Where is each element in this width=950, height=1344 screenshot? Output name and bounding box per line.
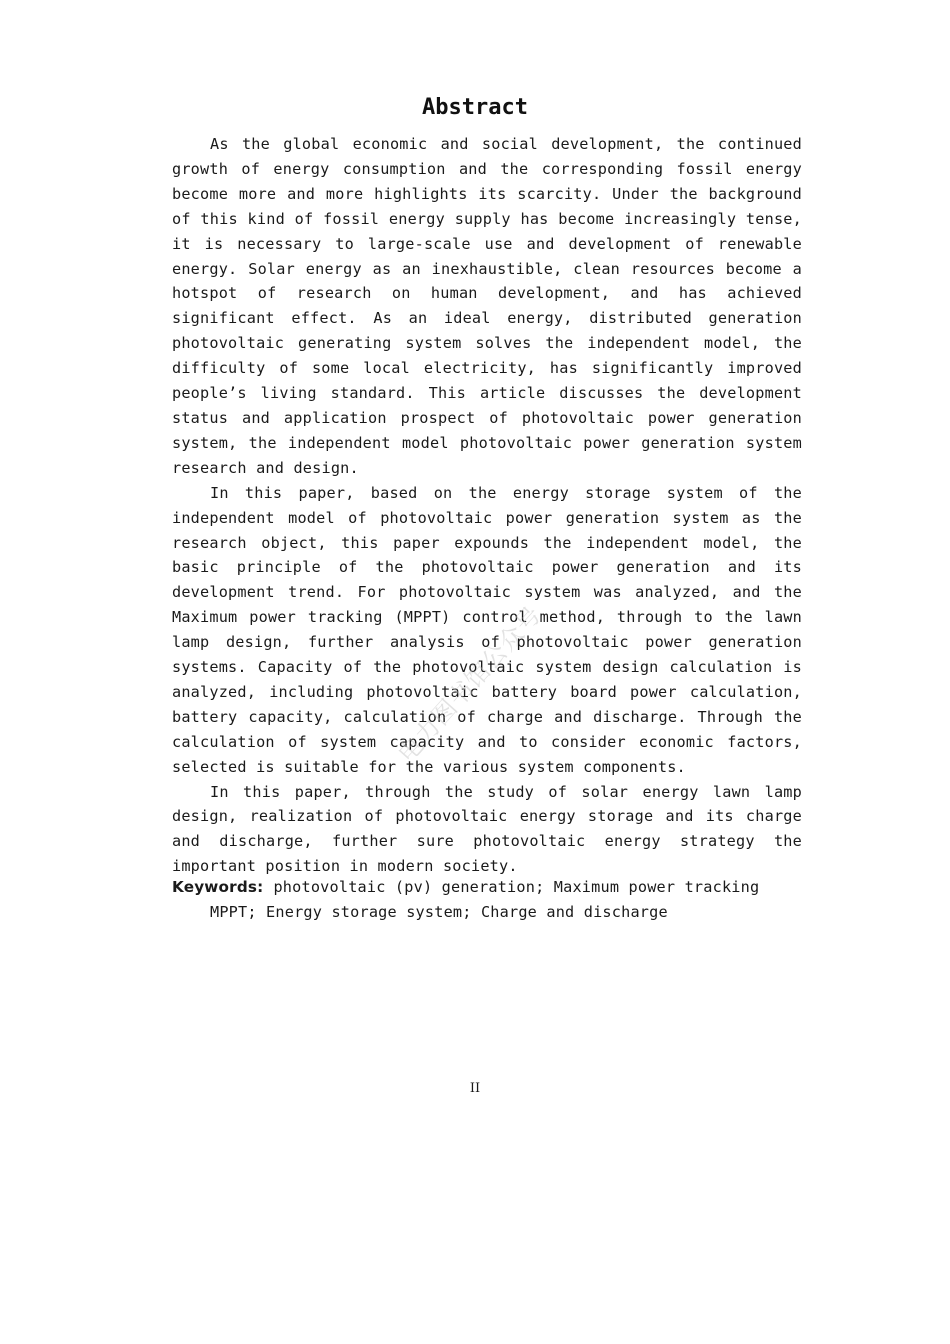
abstract-body xyxy=(172,132,802,879)
abstract-paragraph-2: In this paper, based on the energy storage system of the independent model of photovoltaic power generation system as the research object, this paper expounds the independent model, the basic principle of the photovoltaic power generation and its development trend. For photovoltaic system was analyzed, and the Maximum power tracking (MPPT) control method, through to the lawn lamp design, further analysis of photovoltaic power generation systems. Capacity of the photovoltaic system design calculation is analyzed, including photovoltaic battery board power calculation, battery capacity, calculation of charge and discharge. Through the calculation of system capacity and to consider economic factors, selected is suitable for the various system components. xyxy=(172,483,802,776)
abstract-title: Abstract xyxy=(422,95,528,120)
page-number: II xyxy=(469,1081,481,1096)
abstract-paragraph-3: In this paper, through the study of solar energy lawn lamp design, realization of photovoltaic energy storage and its charge and discharge, further sure photovoltaic energy strategy the important position in modern society. xyxy=(172,782,802,876)
abstract-paragraph-1: As the global economic and social development, the continued growth of energy consumption and the corresponding fossil energy become more and more highlights its scarcity. Under the background of this kind of fossil energy supply has become increasingly tense, it is necessary to large-scale use and development of renewable energy. Solar energy as an inexhaustible, clean resources become a hotspot of research on human development, and has achieved significant effect. As an ideal energy, distributed generation photovoltaic generating system solves the independent model, the difficulty of some local electricity, has significantly improved people’s living standard. This article discusses the development status and application prospect of photovoltaic power generation system, the independent model photovoltaic power generation system research and design. xyxy=(172,135,802,477)
keywords-label: Keywords: xyxy=(172,878,264,896)
keywords-text-1: photovoltaic (pv) generation; Maximum power tracking xyxy=(273,878,760,896)
keywords-line-1 xyxy=(172,875,802,900)
keywords-line-2: MPPT; Energy storage system; Charge and discharge xyxy=(210,902,668,921)
keywords-block xyxy=(172,875,802,925)
watermark: 电力图书馆公众号 xyxy=(392,600,548,768)
